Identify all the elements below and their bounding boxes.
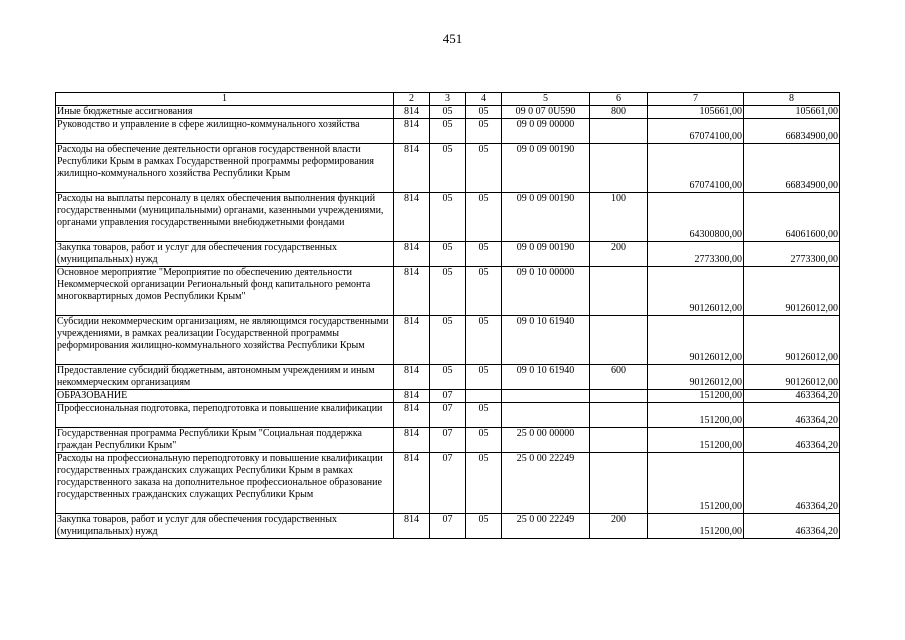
amount-col7-cell: 90126012,00 [648,365,744,390]
row-name-cell: ОБРАЗОВАНИЕ [56,390,394,403]
section-code-cell: 07 [430,403,466,428]
table-row [56,453,840,514]
amount-col8-cell: 463364,20 [744,390,840,403]
row-name-cell: Закупка товаров, работ и услуг для обеспечения государственных (муниципальных) нужд [56,242,394,267]
expense-type-cell: 200 [590,514,648,539]
header-cell: 7 [648,93,744,106]
ministry-code-cell: 814 [394,119,430,144]
table-row [56,316,840,365]
row-name-cell: Субсидии некоммерческим организациям, не являющимся государственными учреждениями, в рамках реализации Государственной программы реформирования жилищно-коммунального хозяйства Республики Крым [56,316,394,365]
ministry-code-cell: 814 [394,365,430,390]
target-article-cell: 09 0 09 00000 [502,119,590,144]
target-article-cell: 09 0 09 00190 [502,144,590,193]
table-row [56,365,840,390]
ministry-code-cell: 814 [394,453,430,514]
subsection-code-cell: 05 [466,242,502,267]
amount-col8-cell: 90126012,00 [744,365,840,390]
table-row [56,514,840,539]
row-name-cell: Предоставление субсидий бюджетным, автономным учреждениям и иным некоммерческим организациям [56,365,394,390]
row-name-cell: Закупка товаров, работ и услуг для обеспечения государственных (муниципальных) нужд [56,514,394,539]
amount-col8-cell: 90126012,00 [744,316,840,365]
expense-type-cell [590,428,648,453]
amount-col8-cell: 463364,20 [744,453,840,514]
target-article-cell: 09 0 10 61940 [502,316,590,365]
expense-type-cell [590,316,648,365]
ministry-code-cell: 814 [394,428,430,453]
amount-col7-cell: 151200,00 [648,403,744,428]
amount-col7-cell: 90126012,00 [648,267,744,316]
subsection-code-cell: 05 [466,428,502,453]
subsection-code-cell: 05 [466,144,502,193]
header-row [56,93,840,106]
target-article-cell: 25 0 00 22249 [502,514,590,539]
target-article-cell: 09 0 09 00190 [502,193,590,242]
expense-type-cell [590,119,648,144]
table-row [56,106,840,119]
header-cell: 4 [466,93,502,106]
target-article-cell: 09 0 10 61940 [502,365,590,390]
target-article-cell [502,390,590,403]
row-name-cell: Расходы на профессиональную переподготовку и повышение квалификации государственных гражданских служащих Республики Крым в рамках государственного заказа на дополнительное профессиональное образование государственных гражданских служащих Республики Крым [56,453,394,514]
expense-type-cell: 100 [590,193,648,242]
expense-type-cell [590,403,648,428]
row-name-cell: Расходы на обеспечение деятельности органов государственной власти Республики Крым в рамках Государственной программы реформирования жилищно-коммунального хозяйства Республики Крым [56,144,394,193]
row-name-cell: Основное мероприятие "Мероприятие по обеспечению деятельности Некоммерческой организации Региональный фонд капитального ремонта многоквартирных домов Республики Крым" [56,267,394,316]
subsection-code-cell: 05 [466,453,502,514]
subsection-code-cell: 05 [466,365,502,390]
target-article-cell [502,403,590,428]
ministry-code-cell: 814 [394,267,430,316]
amount-col8-cell: 64061600,00 [744,193,840,242]
subsection-code-cell: 05 [466,267,502,316]
section-code-cell: 05 [430,106,466,119]
subsection-code-cell: 05 [466,119,502,144]
expense-type-cell: 800 [590,106,648,119]
section-code-cell: 07 [430,514,466,539]
table-row [56,403,840,428]
subsection-code-cell: 05 [466,193,502,242]
table-row [56,267,840,316]
ministry-code-cell: 814 [394,193,430,242]
table-row [56,119,840,144]
table-row [56,193,840,242]
budget-table [55,92,840,539]
expense-type-cell [590,267,648,316]
amount-col7-cell: 151200,00 [648,390,744,403]
section-code-cell: 05 [430,144,466,193]
ministry-code-cell: 814 [394,106,430,119]
amount-col7-cell: 90126012,00 [648,316,744,365]
target-article-cell: 09 0 09 00190 [502,242,590,267]
amount-col7-cell: 151200,00 [648,453,744,514]
ministry-code-cell: 814 [394,403,430,428]
amount-col8-cell: 463364,20 [744,514,840,539]
subsection-code-cell: 05 [466,106,502,119]
table-row [56,242,840,267]
header-cell: 3 [430,93,466,106]
ministry-code-cell: 814 [394,390,430,403]
amount-col8-cell: 105661,00 [744,106,840,119]
expense-type-cell: 600 [590,365,648,390]
table-row [56,390,840,403]
section-code-cell: 05 [430,316,466,365]
subsection-code-cell: 05 [466,514,502,539]
section-code-cell: 07 [430,390,466,403]
page-number: 451 [442,31,463,46]
row-name-cell: Руководство и управление в сфере жилищно-коммунального хозяйства [56,119,394,144]
target-article-cell: 25 0 00 22249 [502,453,590,514]
expense-type-cell [590,390,648,403]
row-name-cell: Иные бюджетные ассигнования [56,106,394,119]
target-article-cell: 09 0 10 00000 [502,267,590,316]
amount-col7-cell: 105661,00 [648,106,744,119]
section-code-cell: 05 [430,193,466,242]
subsection-code-cell [466,390,502,403]
section-code-cell: 05 [430,119,466,144]
expense-type-cell [590,144,648,193]
table-row [56,428,840,453]
table-row [56,144,840,193]
amount-col7-cell: 2773300,00 [648,242,744,267]
target-article-cell: 25 0 00 00000 [502,428,590,453]
header-cell: 2 [394,93,430,106]
amount-col8-cell: 90126012,00 [744,267,840,316]
subsection-code-cell: 05 [466,403,502,428]
row-name-cell: Профессиональная подготовка, переподготовка и повышение квалификации [56,403,394,428]
row-name-cell: Расходы на выплаты персоналу в целях обеспечения выполнения функций государственными (муниципальными) органами, казенными учреждениями, органами управления государственными внебюджетными фондами [56,193,394,242]
amount-col7-cell: 67074100,00 [648,144,744,193]
amount-col8-cell: 66834900,00 [744,144,840,193]
amount-col7-cell: 151200,00 [648,514,744,539]
ministry-code-cell: 814 [394,242,430,267]
section-code-cell: 07 [430,453,466,514]
row-name-cell: Государственная программа Республики Крым "Социальная поддержка граждан Республики Крым" [56,428,394,453]
subsection-code-cell: 05 [466,316,502,365]
amount-col7-cell: 151200,00 [648,428,744,453]
amount-col7-cell: 64300800,00 [648,193,744,242]
ministry-code-cell: 814 [394,514,430,539]
section-code-cell: 05 [430,242,466,267]
section-code-cell: 05 [430,267,466,316]
amount-col8-cell: 463364,20 [744,428,840,453]
header-cell: 8 [744,93,840,106]
expense-type-cell [590,453,648,514]
expense-type-cell: 200 [590,242,648,267]
header-cell: 1 [56,93,394,106]
amount-col8-cell: 463364,20 [744,403,840,428]
header-cell: 6 [590,93,648,106]
amount-col7-cell: 67074100,00 [648,119,744,144]
ministry-code-cell: 814 [394,144,430,193]
section-code-cell: 05 [430,365,466,390]
section-code-cell: 07 [430,428,466,453]
amount-col8-cell: 2773300,00 [744,242,840,267]
amount-col8-cell: 66834900,00 [744,119,840,144]
target-article-cell: 09 0 07 0U590 [502,106,590,119]
ministry-code-cell: 814 [394,316,430,365]
header-cell: 5 [502,93,590,106]
